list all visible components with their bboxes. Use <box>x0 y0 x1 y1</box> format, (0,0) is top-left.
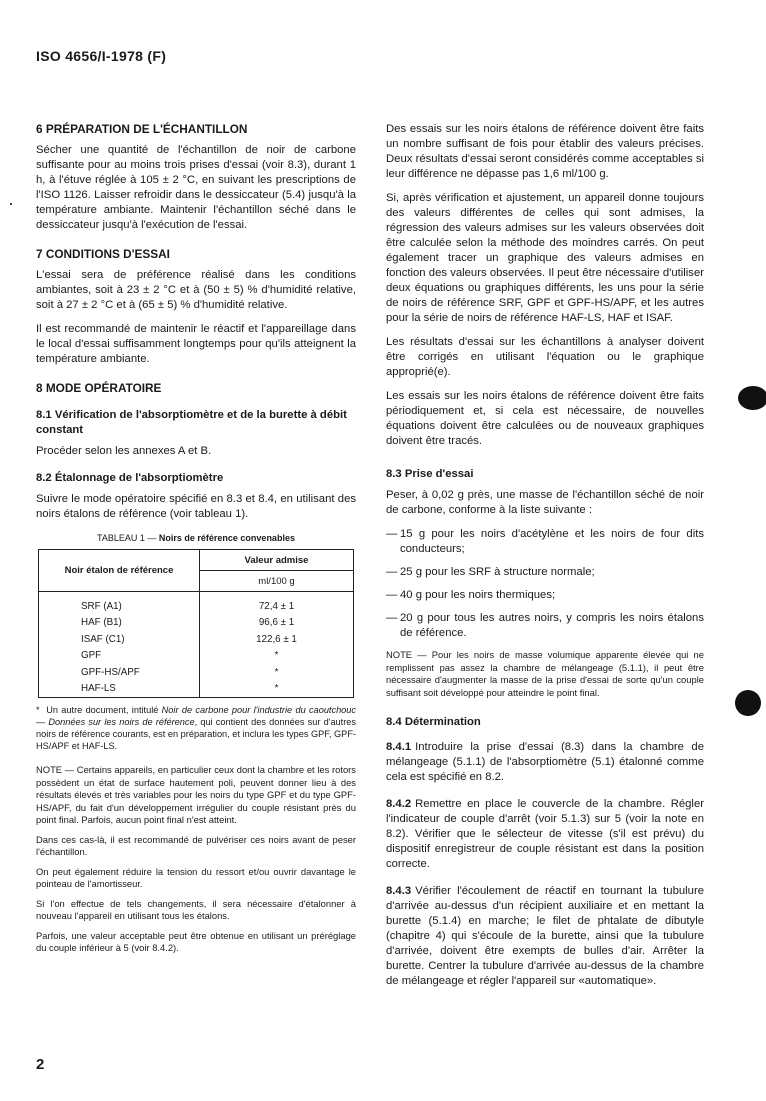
section-8-2-title: 8.2 Étalonnage de l'absorptiomètre <box>36 472 224 484</box>
section-8-4-2 <box>386 797 704 872</box>
table-cell-name: HAF (B1) <box>39 615 200 632</box>
table-row <box>39 592 354 615</box>
note-left-4: Si l'on effectue de tels changements, il sera nécessaire d'étalonner à nouveau l'appareil en utilisant tous les étalons. <box>36 897 356 921</box>
right-paragraph-2: Si, après vérification et ajustement, un appareil donne toujours des valeurs différentes de celles qui sont admises, la régression des valeurs admises sur les valeurs observées doit être calculée selon la méthode des moindres carrés. On peut également tracer un graphique des valeurs admises en fonction des valeurs observées. Il peut être nécessaire d'utiliser deux équations ou graphiques différents, les uns pour la série de noirs de référence SRF, GPF et GPF-HS/APF, et les autres pour la série de noirs de référence HAF-LS, HAF et ISAF. <box>386 192 704 324</box>
table-row <box>39 664 354 681</box>
section-8-4-3 <box>386 884 704 989</box>
punch-hole <box>738 386 766 410</box>
table-header-value: Valeur admise <box>200 550 354 571</box>
section-8-4-title: 8.4 Détermination <box>386 716 481 728</box>
table-cell-name: SRF (A1) <box>39 592 200 615</box>
note-left-5: Parfois, une valeur acceptable peut être obtenue en utilisant un préréglage du couple inférieur à 5 (voir 8.4.2). <box>36 929 356 953</box>
table-cell-value: 122,6 ± 1 <box>200 631 354 648</box>
table-1-caption-prefix: TABLEAU 1 — <box>97 533 159 543</box>
section-8-4-1-number: 8.4.1 <box>386 741 412 753</box>
section-8-title: 8 MODE OPÉRATOIRE <box>36 381 162 395</box>
punch-hole <box>735 690 761 716</box>
note-left-3: On peut également réduire la tension du ressort et/ou ouvrir davantage le pointeau de l'amortisseur. <box>36 865 356 889</box>
section-8-1-title: 8.1 Vérification de l'absorptiomètre et de la burette à débit constant <box>36 409 347 436</box>
section-8-4-2-text: Remettre en place le couvercle de la chambre. Régler l'indicateur de couple d'arrêt (voir 5.1.3) sur 5 (voir la note en 8.2). Vérifier que le sélecteur de vitesse (s'il est prévu) du dispositif enregistreur de couple résistant est dans la position correcte. <box>386 798 704 870</box>
table-1-caption <box>36 531 356 546</box>
section-8-3-paragraph: Peser, à 0,02 g près, une masse de l'échantillon séché de noir de carbone, conforme à la liste suivante : <box>386 489 704 516</box>
footnote-title: Noir de carbone pour l'industrie du caoutchouc — Données sur les noirs de référence <box>36 705 356 727</box>
section-8-3-title: 8.3 Prise d'essai <box>386 468 474 480</box>
list-item: — 15 g pour les noirs d'acétylène et les noirs de four dits conducteurs; <box>386 527 704 557</box>
note-left-2: Dans ces cas-là, il est recommandé de pulvériser ces noirs avant de peser l'échantillon. <box>36 833 356 857</box>
section-8-4-3-text: Vérifier l'écoulement de réactif en tournant la tubulure d'arrivée au-dessus d'un récipient auxiliaire et en mettant la burette (5.1.4) en marche; le filet de phtalate de dibutyle (chapitre 4) qui s'écoule de la burette, ainsi que la tubulure d'arrivée, doivent être exempts de bulles d'air. Arrêter la burette. Centrer la tubulure d'arrivée au-dessus de la chambre de mélangeage et régler l'appareil sur «automatique». <box>386 885 704 987</box>
note-8-3: NOTE — Pour les noirs de masse volumique apparente élevée qui ne remplissent pas assez la chambre de mélangeage (5.1.1), il peut être nécessaire d'augmenter la masse de la prise d'essai de sorte qu'un couple suffisant soit développé pour atteindre le point final. <box>386 649 704 698</box>
section-8-2-paragraph: Suivre le mode opératoire spécifié en 8.3 et 8.4, en utilisant des noirs étalons de référence (voir tableau 1). <box>36 493 356 520</box>
table-row <box>39 681 354 698</box>
section-6-paragraph: Sécher une quantité de l'échantillon de noir de carbone suffisante pour au moins trois prises d'essai (voir 8.3), durant 1 h, à l'étuve réglée à 105 ± 2 °C, en suivant les prescriptions de l'ISO 1126. Laisser refroidir dans le dessiccateur (5.4) jusqu'à la température ambiante. Maintenir l'échantillon séché dans le dessiccateur jusqu'à l'exécution de l'essai. <box>36 144 356 231</box>
sample-mass-list <box>386 527 704 641</box>
list-item: — 40 g pour les noirs thermiques; <box>386 588 704 603</box>
section-8-1-paragraph: Procéder selon les annexes A et B. <box>36 445 212 457</box>
right-paragraph-1: Des essais sur les noirs étalons de référence doivent être faits un nombre suffisant de fois pour établir des valeurs précises. Deux résultats d'essai seront considérés comme acceptables si leur différence ne dépasse pas 1,6 ml/100 g. <box>386 123 704 180</box>
footnote-text-1: Un autre document, intitulé <box>46 705 162 715</box>
section-8-4-1 <box>386 740 704 785</box>
document-header: ISO 4656/I-1978 (F) <box>36 48 167 64</box>
section-7-paragraph-1: L'essai sera de préférence réalisé dans les conditions ambiantes, soit à 23 ± 2 °C et à (50 ± 5) % d'humidité relative, soit à 27 ± 2 °C et à (65 ± 5) % d'humidité relative. <box>36 269 356 311</box>
right-column <box>386 122 704 998</box>
left-column <box>36 122 356 962</box>
section-8-4-2-number: 8.4.2 <box>386 798 412 810</box>
footnote-text-2: , qui contient des données sur d'autres noirs de référence courants, est en préparation, et inclura les types GPF, GPF-HS/APF et HAF-LS. <box>36 717 356 751</box>
table-cell-value: * <box>200 648 354 665</box>
note-left-1: NOTE — Certains appareils, en particulier ceux dont la chambre et les rotors possèdent un état de surface hautement poli, peuvent donner lieu à des résultats élevés et très variables pour les noirs du type GPF et du type GPF-HS/APF, du fait d'un développement irrégulier du couple résistant près du point final. Parfois, aucun point final n'est atteint. <box>36 764 356 825</box>
table-cell-value: 96,6 ± 1 <box>200 615 354 632</box>
table-footnote <box>36 704 356 752</box>
page-number: 2 <box>36 1056 45 1073</box>
table-header-unit: ml/100 g <box>200 571 354 592</box>
footnote-star: * <box>36 705 40 715</box>
right-paragraph-3: Les résultats d'essai sur les échantillons à analyser doivent être corrigés en utilisant l'équation ou le graphique approprié(e). <box>386 336 704 378</box>
table-cell-value: * <box>200 681 354 698</box>
table-cell-name: GPF <box>39 648 200 665</box>
list-item: — 20 g pour tous les autres noirs, y compris les noirs étalons de référence. <box>386 611 704 641</box>
list-item: — 25 g pour les SRF à structure normale; <box>386 565 704 580</box>
section-6-title: 6 PRÉPARATION DE L'ÉCHANTILLON <box>36 122 248 136</box>
table-row <box>39 631 354 648</box>
table-row <box>39 615 354 632</box>
table-header-reference: Noir étalon de référence <box>39 550 200 592</box>
reference-table <box>38 549 354 698</box>
section-7-title: 7 CONDITIONS D'ESSAI <box>36 247 170 261</box>
section-7-paragraph-2: Il est recommandé de maintenir le réactif et l'appareillage dans le local d'essai suffisamment longtemps pour qu'ils atteignent la température ambiante. <box>36 323 356 365</box>
right-paragraph-4: Les essais sur les noirs étalons de référence doivent être faits périodiquement et, si cela est nécessaire, de nouvelles équations doivent être calculées ou de nouveaux graphiques doivent être tracés. <box>386 390 704 447</box>
section-8-4-1-text: Introduire la prise d'essai (8.3) dans la chambre de mélangeage (5.1.1) de l'absorptiomètre (5.1) étalonné comme cela est spécifié en 8.2. <box>386 741 704 783</box>
table-cell-name: ISAF (C1) <box>39 631 200 648</box>
table-cell-value: 72,4 ± 1 <box>200 592 354 615</box>
table-1-caption-title: Noirs de référence convenables <box>158 533 295 543</box>
table-row <box>39 648 354 665</box>
table-cell-name: GPF-HS/APF <box>39 664 200 681</box>
table-cell-value: * <box>200 664 354 681</box>
scan-mark <box>10 203 12 205</box>
section-8-4-3-number: 8.4.3 <box>386 885 412 897</box>
table-cell-name: HAF-LS <box>39 681 200 698</box>
